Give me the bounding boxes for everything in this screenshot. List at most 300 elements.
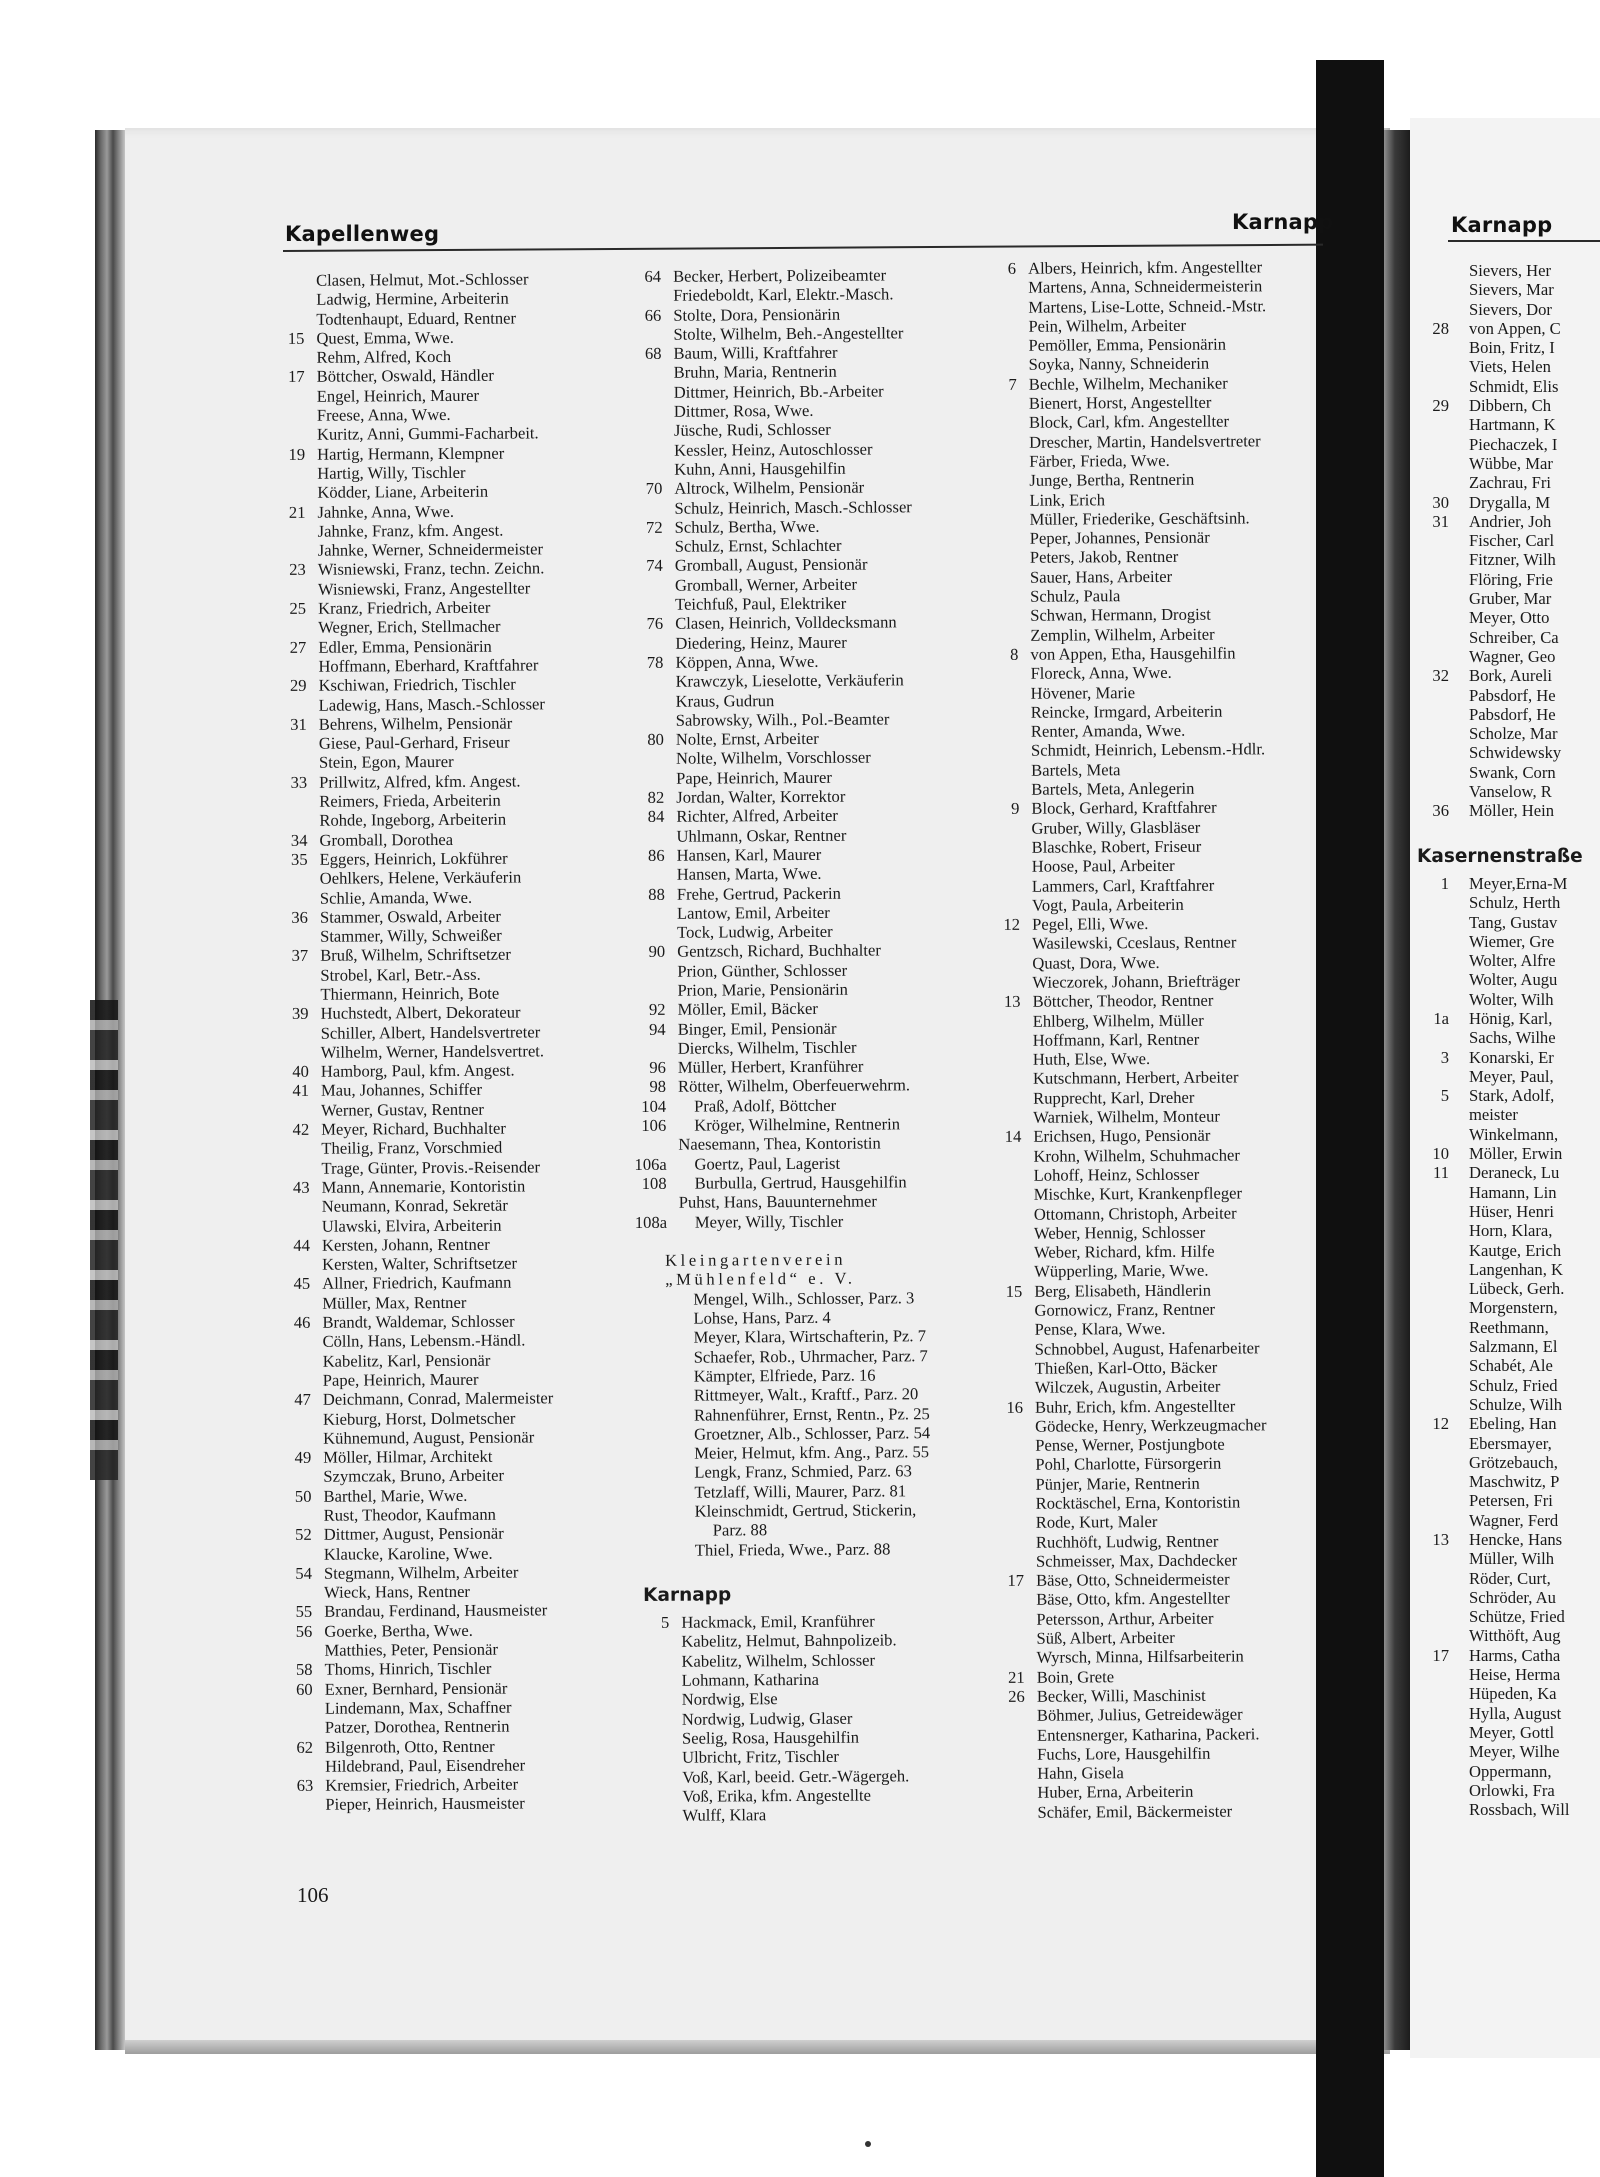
resident-name: Fitzner, Wilh bbox=[1469, 550, 1556, 570]
directory-entry bbox=[1411, 647, 1600, 666]
directory-entry bbox=[992, 1588, 1372, 1610]
directory-entry bbox=[987, 758, 1367, 780]
directory-entry bbox=[1411, 628, 1600, 647]
resident-name: Kieburg, Horst, Dolmetscher bbox=[322, 1408, 516, 1429]
resident-name: Boin, Fritz, I bbox=[1469, 338, 1555, 358]
directory-entry bbox=[1411, 357, 1600, 376]
resident-name: Bartels, Meta bbox=[1031, 759, 1121, 780]
directory-entry bbox=[986, 527, 1366, 549]
house-number: 6 bbox=[1007, 258, 1017, 278]
directory-entry bbox=[635, 1172, 1015, 1194]
resident-name: Diedering, Heinz, Maurer bbox=[675, 632, 847, 653]
directory-entry bbox=[988, 971, 1368, 993]
directory-entry bbox=[989, 1125, 1369, 1147]
directory-entry bbox=[632, 708, 1012, 730]
directory-entry bbox=[988, 836, 1368, 858]
resident-name: Block, Carl, kfm. Angestellter bbox=[1028, 411, 1230, 433]
resident-name: Oehlkers, Helene, Verkäuferin bbox=[319, 867, 522, 888]
directory-entry bbox=[993, 1723, 1373, 1745]
running-head-far: Karnapp bbox=[1451, 213, 1553, 237]
directory-entry bbox=[277, 1156, 657, 1178]
house-number: 90 bbox=[648, 942, 666, 962]
directory-entry bbox=[272, 307, 652, 329]
resident-name: Hövener, Marie bbox=[1030, 682, 1136, 703]
house-number: 23 bbox=[289, 560, 306, 580]
resident-name: Hartig, Willy, Tischler bbox=[317, 462, 466, 483]
resident-name: Becker, Willi, Maschinist bbox=[1036, 1685, 1206, 1706]
resident-name: Hoose, Paul, Arbeiter bbox=[1031, 856, 1175, 876]
resident-name: Hencke, Hans bbox=[1469, 1530, 1563, 1549]
resident-name: Tock, Ludwig, Arbeiter bbox=[677, 921, 833, 942]
resident-name: Schulz, Ernst, Schlachter bbox=[674, 535, 842, 556]
directory-entry bbox=[633, 959, 1013, 981]
club-entry: Lengk, Franz, Schmied, Parz. 63 bbox=[694, 1461, 912, 1483]
house-number: 60 bbox=[296, 1679, 313, 1699]
directory-entry bbox=[629, 323, 1009, 345]
resident-name: Werner, Gustav, Rentner bbox=[321, 1099, 484, 1120]
house-number: 96 bbox=[649, 1057, 666, 1078]
resident-name: Bruhn, Maria, Rentnerin bbox=[673, 362, 837, 383]
resident-name: Uhlmann, Oskar, Rentner bbox=[676, 825, 847, 846]
resident-name: Hüpeden, Ka bbox=[1469, 1684, 1557, 1704]
house-number: 17 bbox=[1432, 1645, 1449, 1665]
directory-entry bbox=[274, 655, 654, 677]
directory-entry bbox=[279, 1369, 659, 1391]
directory-entry bbox=[1411, 1742, 1600, 1761]
directory-entry bbox=[1411, 1260, 1600, 1279]
resident-name: Oppermann, bbox=[1469, 1761, 1552, 1781]
directory-entry bbox=[632, 728, 1012, 750]
resident-name: Nordwig, Ludwig, Glaser bbox=[681, 1708, 853, 1729]
directory-entry bbox=[280, 1619, 660, 1641]
directory-entry bbox=[1411, 1453, 1600, 1472]
resident-name: Kuhn, Anni, Hausgehilfin bbox=[674, 458, 846, 479]
resident-name: Zachrau, Fri bbox=[1469, 473, 1552, 493]
resident-name: Mischke, Kurt, Krankenpfleger bbox=[1033, 1183, 1243, 1204]
directory-entry bbox=[991, 1472, 1371, 1494]
resident-name: Freese, Anna, Wwe. bbox=[316, 404, 451, 425]
directory-entry bbox=[1411, 1376, 1600, 1395]
directory-entry bbox=[632, 805, 1012, 827]
directory-entry bbox=[280, 1600, 660, 1622]
directory-entry bbox=[278, 1195, 658, 1217]
directory-entry bbox=[1411, 1337, 1600, 1356]
directory-entry bbox=[987, 739, 1367, 761]
directory-entry bbox=[630, 419, 1010, 441]
directory-entry bbox=[1411, 415, 1600, 434]
resident-name: Eggers, Heinrich, Lokführer bbox=[319, 848, 508, 869]
directory-entry bbox=[990, 1202, 1370, 1224]
resident-name: Rocktäschel, Erna, Kontoristin bbox=[1035, 1492, 1241, 1513]
directory-entry bbox=[279, 1349, 659, 1371]
house-number: 80 bbox=[647, 729, 664, 750]
directory-entry bbox=[1411, 512, 1600, 531]
directory-entry bbox=[630, 458, 1010, 480]
resident-name: Stammer, Willy, Schweißer bbox=[320, 925, 502, 946]
resident-name: Kschiwan, Friedrich, Tischler bbox=[318, 674, 516, 695]
resident-name: Martens, Anna, Schneidermeisterin bbox=[1028, 276, 1263, 298]
resident-name: Pabsdorf, He bbox=[1469, 685, 1556, 705]
resident-name: Kautge, Erich bbox=[1469, 1240, 1562, 1260]
resident-name: Flöring, Frie bbox=[1469, 569, 1553, 589]
directory-entry bbox=[992, 1569, 1372, 1591]
resident-name: Schiller, Albert, Handelsvertreter bbox=[320, 1021, 541, 1043]
directory-entry bbox=[273, 423, 653, 445]
resident-name: Witthöft, Aug bbox=[1469, 1626, 1561, 1646]
house-number: 86 bbox=[647, 845, 665, 865]
house-number: 27 bbox=[289, 637, 307, 657]
resident-name: Renter, Amanda, Wwe. bbox=[1030, 720, 1186, 741]
resident-name: Stark, Adolf, bbox=[1469, 1086, 1555, 1106]
resident-name: Kabelitz, Helmut, Bahnpolizeib. bbox=[681, 1630, 897, 1652]
resident-name: Böhmer, Julius, Getreidewäger bbox=[1036, 1704, 1243, 1725]
directory-entry bbox=[985, 469, 1365, 491]
directory-entry bbox=[281, 1793, 661, 1815]
resident-name: Rossbach, Will bbox=[1469, 1800, 1570, 1820]
resident-name: Rohde, Ingeborg, Arbeiterin bbox=[319, 809, 507, 831]
directory-entry bbox=[1411, 493, 1600, 512]
resident-name: Reimers, Frieda, Arbeiterin bbox=[319, 790, 501, 811]
resident-name: Kabelitz, Karl, Pensionär bbox=[322, 1350, 491, 1371]
directory-entry bbox=[1411, 261, 1600, 280]
resident-name: Pein, Wilhelm, Arbeiter bbox=[1028, 315, 1187, 336]
directory-entry bbox=[1411, 1356, 1600, 1375]
directory-entry bbox=[633, 940, 1013, 962]
resident-name: Engel, Heinrich, Maurer bbox=[316, 385, 480, 406]
resident-name: Jordan, Walter, Korrektor bbox=[676, 786, 846, 807]
resident-name: Ulbricht, Fritz, Tischler bbox=[682, 1747, 839, 1767]
club-entry: Thiel, Frieda, Wwe., Parz. 88 bbox=[694, 1539, 891, 1560]
resident-name: Hartmann, K bbox=[1469, 415, 1556, 435]
resident-name: Bäse, Otto, Schneidermeister bbox=[1036, 1569, 1230, 1590]
directory-entry bbox=[1411, 550, 1600, 569]
directory-entry bbox=[985, 353, 1365, 375]
directory-entry bbox=[276, 886, 656, 908]
resident-name: Schwidewsky bbox=[1469, 743, 1562, 763]
resident-name: Orlowki, Fra bbox=[1469, 1780, 1555, 1800]
directory-column-1 bbox=[272, 266, 664, 1815]
resident-name: Praß, Adolf, Böttcher bbox=[694, 1095, 837, 1116]
resident-name: Müller, Herbert, Kranführer bbox=[677, 1056, 864, 1077]
directory-entry bbox=[630, 361, 1010, 383]
resident-name: Giese, Paul-Gerhard, Friseur bbox=[318, 732, 510, 753]
directory-entry bbox=[987, 778, 1367, 800]
directory-entry bbox=[279, 1388, 659, 1410]
directory-entry bbox=[634, 1037, 1014, 1059]
resident-name: Hansen, Karl, Maurer bbox=[676, 844, 822, 865]
resident-name: Pünjer, Marie, Rentnerin bbox=[1035, 1473, 1200, 1494]
directory-entry bbox=[986, 508, 1366, 530]
resident-name: Salzmann, El bbox=[1469, 1337, 1558, 1357]
directory-entry bbox=[634, 1114, 1014, 1136]
directory-entry bbox=[988, 893, 1368, 915]
resident-name: Schreiber, Ca bbox=[1469, 627, 1559, 647]
resident-name: Wyrsch, Minna, Hilfsarbeiterin bbox=[1036, 1646, 1244, 1668]
directory-entry bbox=[276, 905, 656, 927]
resident-name: Meyer, Gottl bbox=[1469, 1722, 1555, 1742]
directory-entry bbox=[281, 1755, 661, 1777]
resident-name: Möller, Hein bbox=[1469, 801, 1555, 821]
resident-name: Prion, Marie, Pensionärin bbox=[677, 979, 849, 1000]
resident-name: Bechle, Wilhelm, Mechaniker bbox=[1028, 373, 1228, 394]
directory-entry bbox=[278, 1214, 658, 1236]
house-number: 70 bbox=[645, 479, 663, 499]
directory-entry bbox=[990, 1241, 1370, 1263]
house-number: 106 bbox=[641, 1115, 667, 1136]
resident-name: Gromball, Werner, Arbeiter bbox=[674, 574, 858, 595]
house-number: 35 bbox=[290, 849, 308, 869]
resident-name: Pieper, Heinrich, Hausmeister bbox=[325, 1793, 525, 1815]
resident-name: Jahnke, Werner, Schneidermeister bbox=[317, 539, 544, 560]
resident-name: Bilgenroth, Otto, Rentner bbox=[324, 1736, 495, 1757]
resident-name: Pape, Heinrich, Maurer bbox=[322, 1369, 479, 1390]
resident-name: Huber, Erna, Arbeiterin bbox=[1037, 1782, 1194, 1803]
resident-name: Drescher, Martin, Handelsvertreter bbox=[1029, 430, 1261, 452]
directory-entry bbox=[1411, 1781, 1600, 1800]
column-4-entries-bottom bbox=[1411, 874, 1600, 1820]
directory-entry bbox=[989, 1106, 1369, 1128]
resident-name: Quest, Emma, Wwe. bbox=[316, 327, 454, 348]
resident-name: Clasen, Helmut, Mot.-Schlosser bbox=[315, 269, 529, 290]
resident-name: Trage, Günter, Provis.-Reisender bbox=[321, 1157, 541, 1178]
resident-name: Hamborg, Paul, kfm. Angest. bbox=[320, 1060, 515, 1081]
resident-name: Albers, Heinrich, kfm. Angestellter bbox=[1027, 257, 1263, 278]
resident-name: Röder, Curt, bbox=[1469, 1568, 1551, 1588]
house-number: 43 bbox=[292, 1177, 310, 1197]
resident-name: Sauer, Hans, Arbeiter bbox=[1029, 566, 1173, 587]
resident-name: Prion, Günther, Schlosser bbox=[677, 960, 848, 981]
directory-entry bbox=[1411, 1183, 1600, 1202]
directory-entry bbox=[277, 1079, 657, 1101]
directory-entry bbox=[275, 712, 655, 734]
resident-name: Ottomann, Christoph, Arbeiter bbox=[1033, 1203, 1237, 1224]
directory-entry bbox=[992, 1627, 1372, 1649]
resident-name: Meyer,Erna-M bbox=[1469, 873, 1568, 893]
resident-name: Scholze, Mar bbox=[1469, 724, 1558, 744]
directory-entry bbox=[278, 1234, 658, 1256]
directory-entry bbox=[1411, 1086, 1600, 1105]
directory-entry bbox=[984, 334, 1364, 356]
directory-entry bbox=[1411, 801, 1600, 820]
house-number: 1a bbox=[1433, 1008, 1449, 1028]
club-entry: Groetzner, Alb., Schlosser, Parz. 54 bbox=[694, 1422, 931, 1444]
directory-entry bbox=[633, 979, 1013, 1001]
directory-entry bbox=[278, 1253, 658, 1275]
resident-name: Gruber, Willy, Glasbläser bbox=[1031, 817, 1201, 838]
directory-entry bbox=[279, 1465, 659, 1487]
directory-entry bbox=[989, 1048, 1369, 1070]
directory-entry bbox=[274, 674, 654, 696]
resident-name: Schulz, Fried bbox=[1469, 1375, 1558, 1395]
directory-entry bbox=[631, 535, 1011, 557]
directory-entry bbox=[273, 404, 653, 426]
directory-entry bbox=[630, 380, 1010, 402]
directory-entry bbox=[984, 276, 1364, 298]
directory-entry bbox=[634, 1094, 1014, 1116]
directory-entry bbox=[632, 824, 1012, 846]
resident-name: Meyer, Otto bbox=[1469, 608, 1550, 628]
directory-entry bbox=[992, 1530, 1372, 1552]
directory-entry bbox=[1411, 435, 1600, 454]
resident-name: Müller, Friederike, Geschäftsinh. bbox=[1029, 508, 1250, 529]
directory-entry bbox=[273, 462, 653, 484]
directory-entry bbox=[631, 631, 1011, 653]
resident-name: Ruchhöft, Ludwig, Rentner bbox=[1035, 1531, 1219, 1552]
directory-entry bbox=[1411, 1530, 1600, 1549]
directory-entry bbox=[273, 365, 653, 387]
resident-name: Schmidt, Heinrich, Lebensm.-Hdlr. bbox=[1030, 739, 1266, 761]
house-number: 13 bbox=[1432, 1530, 1449, 1549]
directory-entry bbox=[275, 693, 655, 715]
directory-entry bbox=[635, 1191, 1015, 1213]
resident-name: Lübeck, Gerh. bbox=[1469, 1279, 1565, 1299]
section-heading-kasernenstrasse: Kasernenstraße bbox=[1417, 845, 1583, 867]
house-number: 108 bbox=[641, 1173, 667, 1193]
resident-name: Wegner, Erich, Stellmacher bbox=[318, 616, 501, 638]
directory-column-3 bbox=[984, 257, 1374, 1822]
resident-name: Huchstedt, Albert, Dekorateur bbox=[320, 1002, 521, 1023]
directory-entry bbox=[1411, 1395, 1600, 1414]
resident-name: Brandau, Ferdinand, Hausmeister bbox=[324, 1600, 548, 1622]
directory-entry bbox=[986, 604, 1366, 626]
resident-name: Seelig, Rosa, Hausgehilfin bbox=[681, 1727, 860, 1748]
directory-entry bbox=[629, 303, 1009, 325]
club-entry: Kleinschmidt, Gertrud, Stickerin, bbox=[694, 1500, 917, 1521]
directory-entry bbox=[1411, 1762, 1600, 1781]
club-entry: Tetzlaff, Willi, Maurer, Parz. 81 bbox=[694, 1481, 907, 1502]
house-number: 58 bbox=[295, 1660, 313, 1680]
resident-name: Floreck, Anna, Wwe. bbox=[1030, 663, 1172, 683]
house-number: 13 bbox=[1003, 992, 1021, 1012]
resident-name: Wieck, Hans, Rentner bbox=[324, 1582, 471, 1602]
directory-entry bbox=[1411, 1684, 1600, 1703]
directory-entry bbox=[984, 295, 1364, 317]
resident-name: Strobel, Karl, Betr.-Ass. bbox=[320, 964, 481, 985]
directory-entry bbox=[638, 1746, 1018, 1768]
directory-entry bbox=[987, 681, 1367, 703]
directory-entry bbox=[277, 1041, 657, 1063]
directory-entry bbox=[1411, 589, 1600, 608]
resident-name: Soyka, Nanny, Schneiderin bbox=[1028, 354, 1210, 375]
resident-name: Stegmann, Wilhelm, Arbeiter bbox=[323, 1562, 519, 1583]
directory-entry bbox=[638, 1804, 1018, 1826]
directory-entry bbox=[275, 809, 655, 831]
resident-name: Möller, Erwin bbox=[1469, 1144, 1563, 1164]
directory-entry bbox=[1411, 1607, 1600, 1626]
resident-name: Lantow, Emil, Arbeiter bbox=[676, 902, 830, 923]
resident-name: Möller, Hilmar, Architekt bbox=[323, 1446, 493, 1467]
directory-entry bbox=[1411, 951, 1600, 970]
resident-name: Lohoff, Heinz, Schlosser bbox=[1033, 1164, 1200, 1185]
directory-entry bbox=[277, 1137, 657, 1159]
resident-name: Hylla, August bbox=[1469, 1703, 1562, 1723]
directory-entry bbox=[1411, 1009, 1600, 1028]
resident-name: Pegel, Elli, Wwe. bbox=[1032, 914, 1149, 934]
house-number: 76 bbox=[646, 614, 664, 634]
club-entry: Rittmeyer, Walt., Kraftf., Parz. 20 bbox=[693, 1384, 919, 1405]
directory-entry bbox=[1411, 666, 1600, 685]
directory-entry bbox=[1411, 1588, 1600, 1607]
house-number: 36 bbox=[291, 907, 309, 927]
directory-entry bbox=[992, 1607, 1372, 1629]
column-4-entries-top bbox=[1411, 261, 1600, 821]
resident-name: Pense, Klara, Wwe. bbox=[1034, 1319, 1166, 1340]
directory-entry bbox=[988, 990, 1368, 1012]
directory-entry bbox=[1411, 1221, 1600, 1240]
directory-entry bbox=[634, 1056, 1014, 1078]
spacer bbox=[635, 1230, 1015, 1252]
house-number: 55 bbox=[295, 1602, 313, 1622]
directory-entry bbox=[986, 623, 1366, 645]
directory-entry bbox=[992, 1511, 1372, 1533]
directory-entry bbox=[1411, 300, 1600, 319]
directory-entry bbox=[273, 500, 653, 522]
house-number: 29 bbox=[289, 676, 307, 696]
directory-entry bbox=[989, 1009, 1369, 1031]
directory-entry bbox=[1411, 338, 1600, 357]
directory-entry bbox=[631, 651, 1011, 673]
directory-entry bbox=[637, 1611, 1017, 1633]
running-head-right: Karnapp bbox=[1232, 210, 1334, 234]
house-number: 47 bbox=[294, 1390, 311, 1410]
directory-entry bbox=[638, 1707, 1018, 1729]
resident-name: Wüpperling, Marie, Wwe. bbox=[1034, 1261, 1209, 1282]
resident-name: Pohl, Charlotte, Fürsorgerin bbox=[1035, 1453, 1222, 1475]
directory-entry bbox=[634, 1152, 1014, 1174]
resident-name: Dittmer, Rosa, Wwe. bbox=[673, 400, 814, 421]
directory-entry bbox=[277, 1098, 657, 1120]
resident-name: Hoffmann, Eberhard, Kraftfahrer bbox=[318, 655, 539, 676]
directory-entry bbox=[1411, 1279, 1600, 1298]
resident-name: Wolter, Wilh bbox=[1469, 989, 1554, 1009]
directory-entry bbox=[632, 747, 1012, 769]
resident-name: Wieczorek, Johann, Briefträger bbox=[1032, 971, 1241, 992]
directory-entry bbox=[985, 411, 1365, 433]
directory-entry bbox=[1411, 874, 1600, 893]
directory-entry bbox=[630, 496, 1010, 518]
resident-name: Naesemann, Thea, Kontoristin bbox=[678, 1133, 881, 1155]
directory-entry bbox=[276, 848, 656, 870]
karnapp-entries bbox=[637, 1611, 1018, 1826]
house-number: 21 bbox=[1008, 1667, 1025, 1687]
resident-name: Hansen, Marta, Wwe. bbox=[676, 864, 822, 884]
directory-entry bbox=[632, 689, 1012, 711]
directory-entry bbox=[272, 327, 652, 349]
directory-entry bbox=[279, 1446, 659, 1468]
resident-name: von Appen, C bbox=[1469, 318, 1561, 338]
directory-entry bbox=[276, 983, 656, 1005]
directory-entry bbox=[1411, 782, 1600, 801]
directory-entry bbox=[280, 1581, 660, 1603]
resident-name: Ködder, Liane, Arbeiterin bbox=[317, 481, 489, 502]
directory-entry bbox=[1411, 1318, 1600, 1337]
resident-name: Meyer, Paul, bbox=[1469, 1066, 1554, 1086]
resident-name: Buhr, Erich, kfm. Angestellter bbox=[1034, 1396, 1236, 1417]
house-number: 10 bbox=[1432, 1144, 1449, 1164]
resident-name: Reincke, Irmgard, Arbeiterin bbox=[1030, 701, 1223, 722]
resident-name: Burbulla, Gertrud, Hausgehilfin bbox=[694, 1172, 907, 1193]
directory-entry bbox=[631, 516, 1011, 538]
directory-entry bbox=[1411, 1434, 1600, 1453]
directory-entry bbox=[272, 288, 652, 310]
directory-entry bbox=[274, 577, 654, 599]
scan-top-margin bbox=[0, 0, 1600, 55]
directory-entry bbox=[280, 1658, 660, 1680]
directory-entry bbox=[990, 1260, 1370, 1282]
directory-entry bbox=[1411, 608, 1600, 627]
resident-name: Diercks, Wilhelm, Tischler bbox=[677, 1037, 857, 1058]
resident-name: Zemplin, Wilhelm, Arbeiter bbox=[1030, 624, 1215, 645]
